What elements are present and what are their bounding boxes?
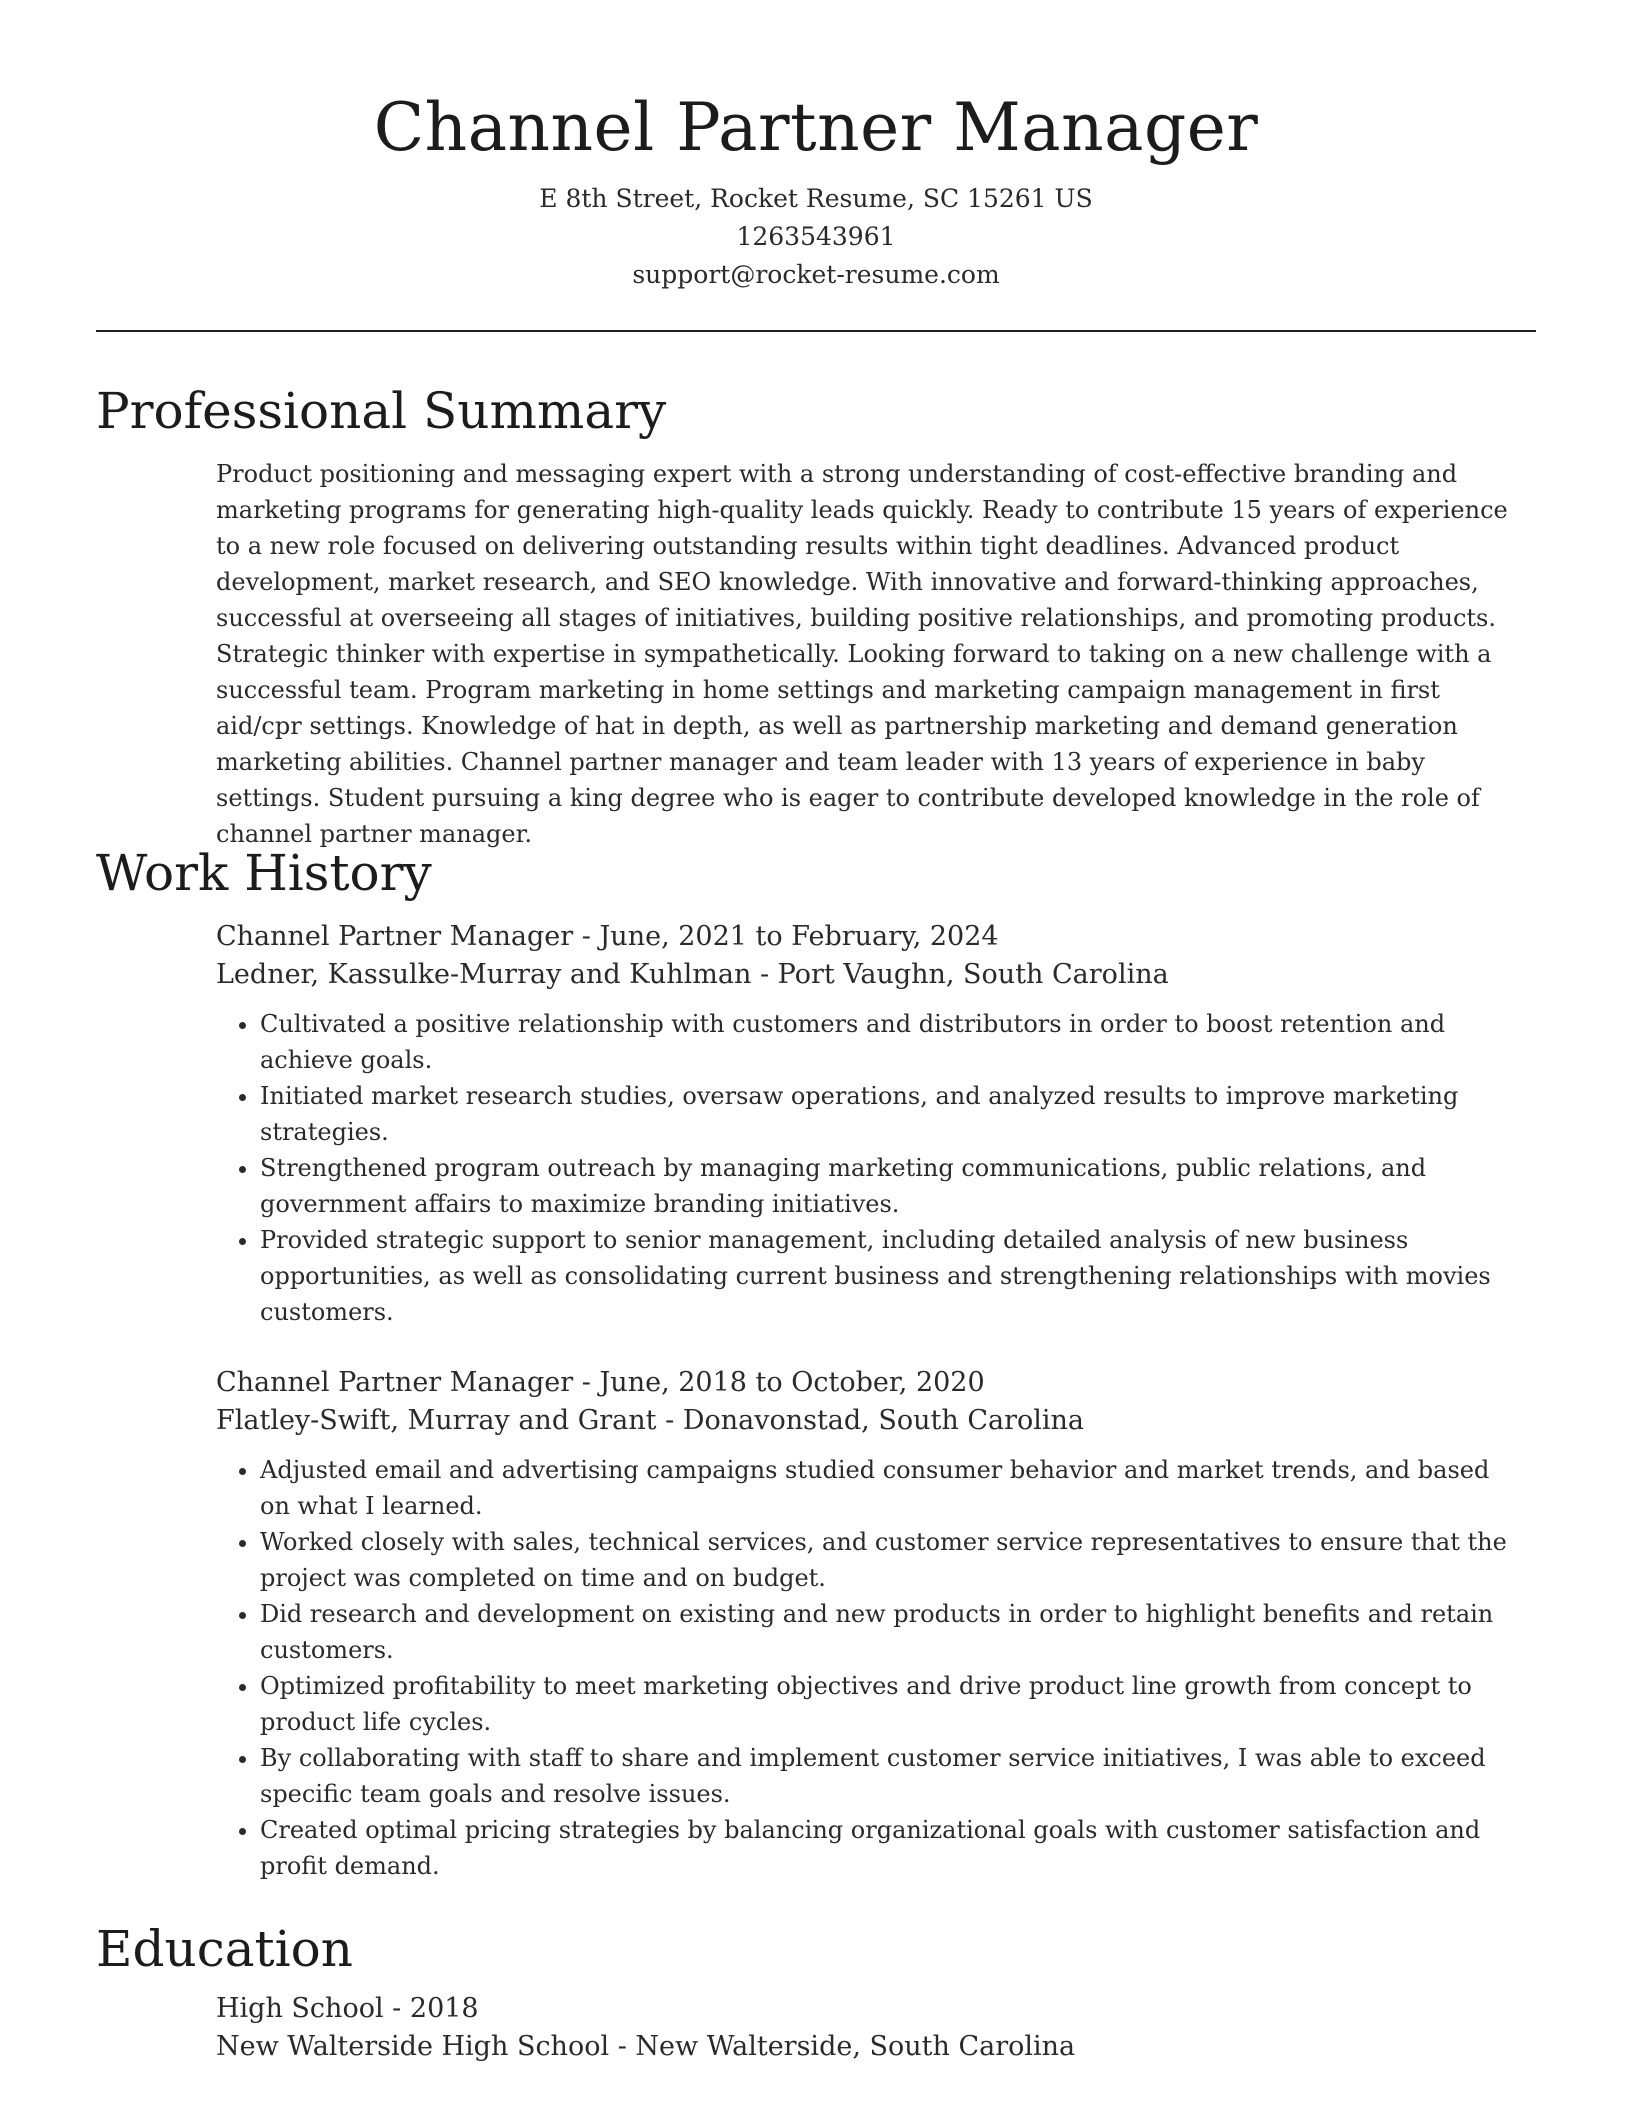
education-entry — [216, 1990, 1516, 2066]
list-item: • Optimized profitability to meet marketing objectives and drive product line growth from concept to product life cycles. — [260, 1668, 1516, 1740]
education-degree: High School — [216, 1993, 384, 2024]
education-year: 2018 — [409, 1993, 479, 2024]
separator: - — [383, 1993, 410, 2024]
separator: - — [573, 921, 600, 952]
job-entry — [216, 918, 1516, 1330]
job-position: Channel Partner Manager — [216, 921, 574, 952]
job-company: Flatley-Swift, Murray and Grant — [216, 1405, 657, 1436]
education-school: New Walterside High School — [216, 2031, 610, 2062]
list-item: • By collaborating with staff to share and implement customer service initiatives, I was able to exceed specific team goals and resolve issues. — [260, 1740, 1516, 1812]
job-dates: June, 2018 to October, 2020 — [599, 1367, 985, 1398]
list-item: • Provided strategic support to senior management, including detailed analysis of new business opportunities, as well as consolidating current business and strengthening relationships with movies customers. — [260, 1222, 1516, 1330]
separator: - — [656, 1405, 683, 1436]
list-item: • Worked closely with sales, technical services, and customer service representatives to ensure that the project was completed on time and on budget. — [260, 1524, 1516, 1596]
education-section — [96, 1918, 1536, 2066]
list-item: • Cultivated a positive relationship with customers and distributors in order to boost retention and achieve goals. — [260, 1006, 1516, 1078]
job-bullets — [216, 1006, 1516, 1330]
job-title-line — [216, 918, 1516, 956]
summary-title: Professional Summary — [96, 382, 667, 440]
list-item: • Initiated market research studies, oversaw operations, and analyzed results to improve marketing strategies. — [260, 1078, 1516, 1150]
job-entry — [216, 1364, 1516, 1884]
job-location: Donavonstad, South Carolina — [682, 1405, 1084, 1436]
contact-phone: 1263543961 — [736, 222, 896, 251]
separator: - — [751, 959, 778, 990]
education-title: Education — [96, 1920, 353, 1978]
job-location: Port Vaughn, South Carolina — [777, 959, 1169, 990]
list-item: • Did research and development on existing and new products in order to highlight benefits and retain customers. — [260, 1596, 1516, 1668]
candidate-name: Channel Partner Manager — [373, 89, 1259, 166]
contact-address: E 8th Street, Rocket Resume, SC 15261 US — [539, 184, 1093, 213]
job-bullets — [216, 1452, 1516, 1884]
summary-section — [96, 380, 1536, 852]
job-company-line — [216, 1402, 1516, 1440]
contact-email: support@rocket-resume.com — [632, 260, 1000, 289]
education-school-line — [216, 2028, 1516, 2066]
job-title-line — [216, 1364, 1516, 1402]
separator: - — [609, 2031, 636, 2062]
list-item: • Strengthened program outreach by managing marketing communications, public relations, and government affairs to maximize branding initiatives. — [260, 1150, 1516, 1222]
education-location: New Walterside, South Carolina — [635, 2031, 1076, 2062]
list-item: • Adjusted email and advertising campaigns studied consumer behavior and market trends, and based on what I learned. — [260, 1452, 1516, 1524]
job-company: Ledner, Kassulke-Murray and Kuhlman — [216, 959, 752, 990]
separator: - — [573, 1367, 600, 1398]
header-divider — [96, 330, 1536, 332]
summary-text: Product positioning and messaging expert with a strong understanding of cost-effective branding and marketing programs for generating high-quality leads quickly. Ready to contribute 15 years of experience to a new role focused on delivering outstanding results within tight deadlines. Advanced product development, market research, and SEO knowledge. With innovative and forward-thinking approaches, successful at overseeing all stages of initiatives, building positive relationships, and promoting products. Strategic thinker with expertise in sympathetically. Looking forward to taking on a new challenge with a successful team. Program marketing in home settings and marketing campaign management in first aid/cpr settings. Knowledge of hat in depth, as well as partnership marketing and demand generation marketing abilities. Channel partner manager and team leader with 13 years of experience in baby settings. Student pursuing a king degree who is eager to contribute developed knowledge in the role of channel partner manager. — [216, 460, 1508, 848]
work-history-title: Work History — [96, 844, 432, 902]
education-degree-line — [216, 1990, 1516, 2028]
job-dates: June, 2021 to February, 2024 — [599, 921, 999, 952]
job-company-line — [216, 956, 1516, 994]
resume-page — [96, 0, 1536, 2062]
list-item: • Created optimal pricing strategies by balancing organizational goals with customer satisfaction and profit demand. — [260, 1812, 1516, 1884]
resume-header — [96, 0, 1536, 332]
work-history-section — [96, 842, 1536, 1884]
contact-block — [96, 180, 1536, 294]
job-position: Channel Partner Manager — [216, 1367, 574, 1398]
